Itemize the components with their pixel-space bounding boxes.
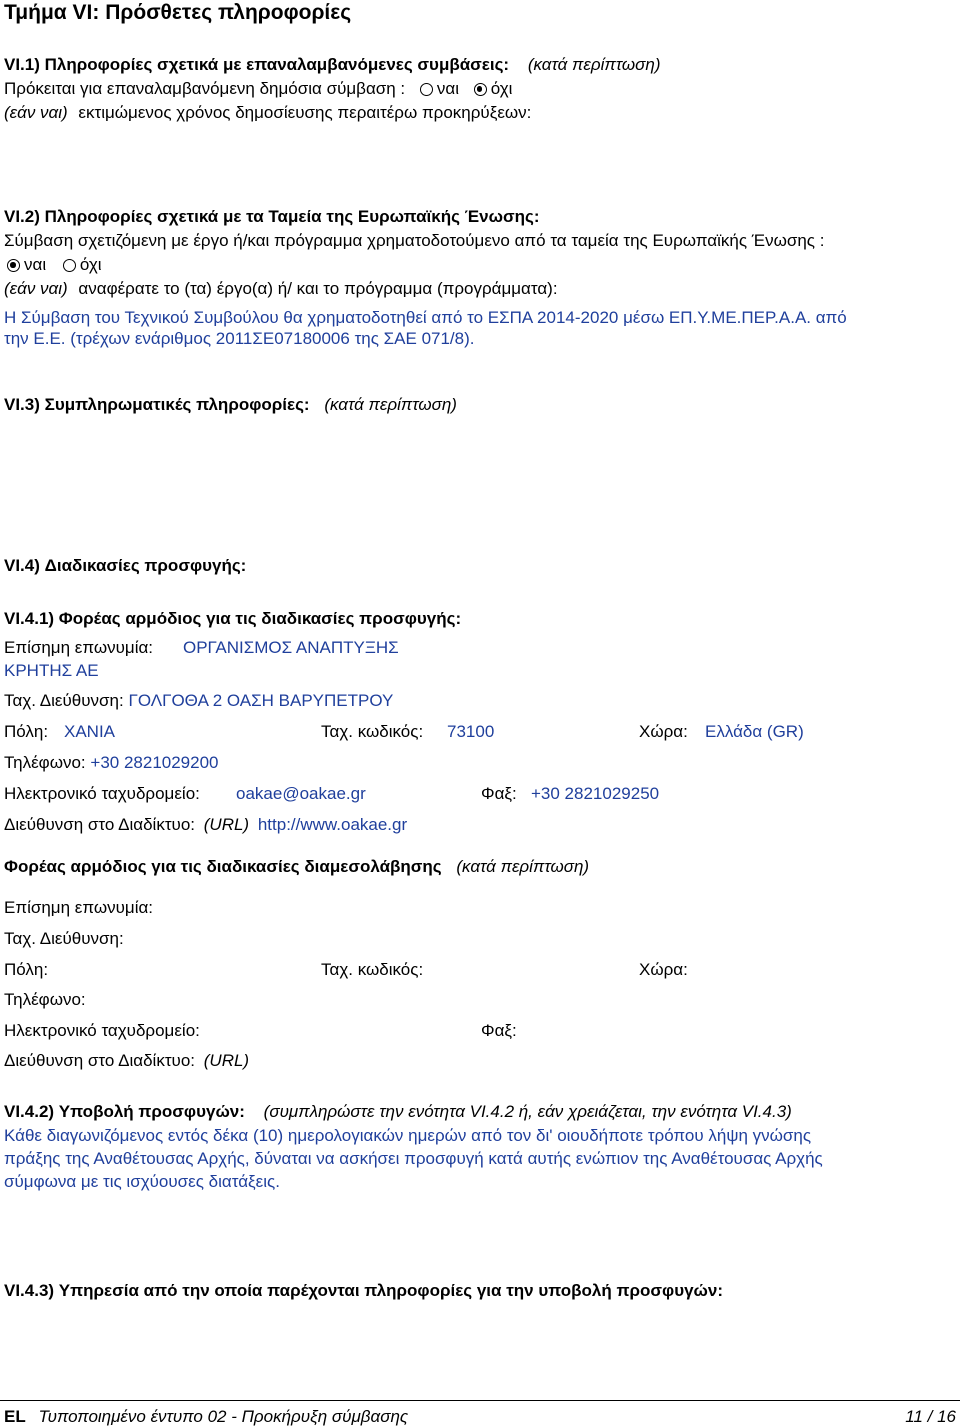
footer-left xyxy=(4,1407,408,1427)
vi41-address-value: ΓΟΛΓΟΘΑ 2 ΟΑΣΗ ΒΑΡΥΠΕΤΡΟΥ xyxy=(128,691,394,710)
vi41-city-value: ΧΑΝΙΑ xyxy=(64,722,116,741)
mediation-name-label: Επίσημη επωνυμία: xyxy=(4,898,154,917)
vi41-postcode-value: 73100 xyxy=(447,722,495,741)
vi42-text-line3: σύμφωνα με τις ισχύουσες διατάξεις. xyxy=(4,1172,280,1191)
vi42-text-line2: πράξης της Αναθέτουσας Αρχής, δύναται να ασκήσει προσφυγή κατά αυτής ενώπιον της Αναθέτουσας Αρχής xyxy=(4,1149,823,1168)
vi2-ifyes-text: αναφέρατε το (τα) έργο(α) ή/ και το πρόγραμμα (προγράμματα): xyxy=(78,279,558,298)
vi41-phone-value: +30 2821029200 xyxy=(90,753,219,772)
footer-page: 11 / 16 xyxy=(905,1407,956,1426)
vi41-fax-value: +30 2821029250 xyxy=(531,784,660,803)
vi41-phone-label: Τηλέφωνο: xyxy=(4,753,86,772)
mediation-heading-note: (κατά περίπτωση) xyxy=(456,857,590,876)
vi2-radio-no-label: όχι xyxy=(79,255,102,274)
mediation-address-label: Ταχ. Διεύθυνση: xyxy=(4,929,124,948)
mediation-postcode-label: Ταχ. κωδικός: xyxy=(321,960,424,979)
section-title: Τμήμα VI: Πρόσθετες πληροφορίες xyxy=(4,1,352,24)
vi2-radio-no-group[interactable] xyxy=(63,255,102,274)
vi1-heading-note: (κατά περίπτωση) xyxy=(527,55,661,74)
vi41-web-note: (URL) xyxy=(203,815,250,834)
mediation-web-label: Διεύθυνση στο Διαδίκτυο: xyxy=(4,1051,196,1070)
vi43-heading: VI.4.3) Υπηρεσία από την οποία παρέχονται πληροφορίες για την υποβολή προσφυγών: xyxy=(4,1281,724,1300)
vi41-name-label: Επίσημη επωνυμία: xyxy=(4,638,154,657)
vi42-text-line1: Κάθε διαγωνιζόμενος εντός δέκα (10) ημερολογιακών ημερών από τον δι' οιουδήποτε τρόπου λήψη γνώσης xyxy=(4,1126,812,1145)
vi2-ifyes-line xyxy=(4,279,558,299)
mediation-heading: Φορέας αρμόδιος για τις διαδικασίες διαμεσολάβησης xyxy=(4,857,442,876)
vi41-name-value-line1: ΟΡΓΑΝΙΣΜΟΣ ΑΝΑΠΤΥΞΗΣ xyxy=(183,638,399,657)
vi1-radio-yes-group[interactable] xyxy=(420,79,459,98)
vi41-country-value: Ελλάδα (GR) xyxy=(705,722,804,741)
vi2-radio-yes-group[interactable] xyxy=(7,255,46,274)
vi41-email-value[interactable]: oakae@oakae.gr xyxy=(236,784,366,803)
vi41-phone-line xyxy=(4,753,219,773)
mediation-email-label: Ηλεκτρονικό ταχυδρομείο: xyxy=(4,1021,200,1040)
footer-form-name: Τυποποιημένο έντυπο 02 - Προκήρυξη σύμβασης xyxy=(38,1407,409,1426)
vi1-radio-yes-label: ναι xyxy=(436,79,460,98)
footer-rule xyxy=(0,1400,960,1401)
mediation-heading-line xyxy=(4,857,589,877)
vi1-radio-no-label: όχι xyxy=(490,79,513,98)
vi3-heading: VI.3) Συμπληρωματικές πληροφορίες: xyxy=(4,395,310,414)
vi1-ifyes-line xyxy=(4,103,531,123)
vi1-ifyes-label: (εάν ναι) xyxy=(4,103,68,122)
vi2-question: Σύμβαση σχετιζόμενη με έργο ή/και πρόγραμμα χρηματοδοτούμενο από τα ταμεία της Ευρωπαϊκής Ένωσης : xyxy=(4,231,825,250)
vi41-web-line xyxy=(4,815,407,835)
mediation-web-line xyxy=(4,1051,249,1071)
vi3-heading-note: (κατά περίπτωση) xyxy=(324,395,457,414)
vi1-radio-no-group[interactable] xyxy=(474,79,513,98)
vi2-heading: VI.2) Πληροφορίες σχετικά με τα Ταμεία της Ευρωπαϊκής Ένωσης: xyxy=(4,207,540,226)
vi42-heading-note: (συμπληρώστε την ενότητα VI.4.2 ή, εάν χρειάζεται, την ενότητα VI.4.3) xyxy=(263,1102,792,1121)
mediation-country-label: Χώρα: xyxy=(639,960,688,979)
mediation-web-note: (URL) xyxy=(203,1051,250,1070)
vi41-address-label: Ταχ. Διεύθυνση: xyxy=(4,691,124,710)
vi1-radio-yes[interactable] xyxy=(420,83,433,96)
vi41-email-label: Ηλεκτρονικό ταχυδρομείο: xyxy=(4,784,200,803)
vi1-radio-no[interactable] xyxy=(474,83,487,96)
vi41-web-value[interactable]: http://www.oakae.gr xyxy=(257,815,408,834)
vi42-heading-line xyxy=(4,1102,792,1122)
vi41-web-label: Διεύθυνση στο Διαδίκτυο: xyxy=(4,815,196,834)
mediation-phone-label: Τηλέφωνο: xyxy=(4,990,86,1009)
vi42-heading: VI.4.2) Υποβολή προσφυγών: xyxy=(4,1102,245,1121)
vi1-heading-line xyxy=(4,55,661,75)
mediation-fax-label: Φαξ: xyxy=(481,1021,517,1040)
footer-lang: EL xyxy=(4,1407,26,1426)
vi2-answer-line2: την Ε.Ε. (τρέχων ενάριθμος 2011ΣΕ07180006 της ΣΑΕ 071/8). xyxy=(4,329,475,348)
vi2-radio-yes[interactable] xyxy=(7,259,20,272)
vi3-heading-line xyxy=(4,395,457,415)
vi41-city-label: Πόλη: xyxy=(4,722,49,741)
vi41-address-line xyxy=(4,691,393,711)
vi2-options xyxy=(7,255,102,275)
vi41-fax-label: Φαξ: xyxy=(481,784,517,803)
vi1-ifyes-text: εκτιμώμενος χρόνος δημοσίευσης περαιτέρω προκηρύξεων: xyxy=(78,103,532,122)
vi4-heading: VI.4) Διαδικασίες προσφυγής: xyxy=(4,556,247,575)
vi2-answer-line1: Η Σύμβαση του Τεχνικού Συμβούλου θα χρηματοδοτηθεί από το ΕΣΠΑ 2014-2020 μέσω ΕΠ.Υ.ΜΕ.ΠΕΡ.Α.Α. από xyxy=(4,308,847,327)
vi2-ifyes-label: (εάν ναι) xyxy=(4,279,68,298)
vi2-radio-yes-label: ναι xyxy=(24,255,47,274)
vi1-heading: VI.1) Πληροφορίες σχετικά με επαναλαμβανόμενες συμβάσεις: xyxy=(4,55,510,74)
vi1-question-line xyxy=(4,79,512,99)
mediation-city-label: Πόλη: xyxy=(4,960,49,979)
vi41-heading: VI.4.1) Φορέας αρμόδιος για τις διαδικασίες προσφυγής: xyxy=(4,609,462,628)
vi1-question: Πρόκειται για επαναλαμβανόμενη δημόσια σύμβαση : xyxy=(4,79,406,98)
vi2-radio-no[interactable] xyxy=(63,259,76,272)
vi41-country-label: Χώρα: xyxy=(639,722,688,741)
vi41-name-value-line2: ΚΡΗΤΗΣ ΑΕ xyxy=(4,661,99,680)
vi41-postcode-label: Ταχ. κωδικός: xyxy=(321,722,424,741)
